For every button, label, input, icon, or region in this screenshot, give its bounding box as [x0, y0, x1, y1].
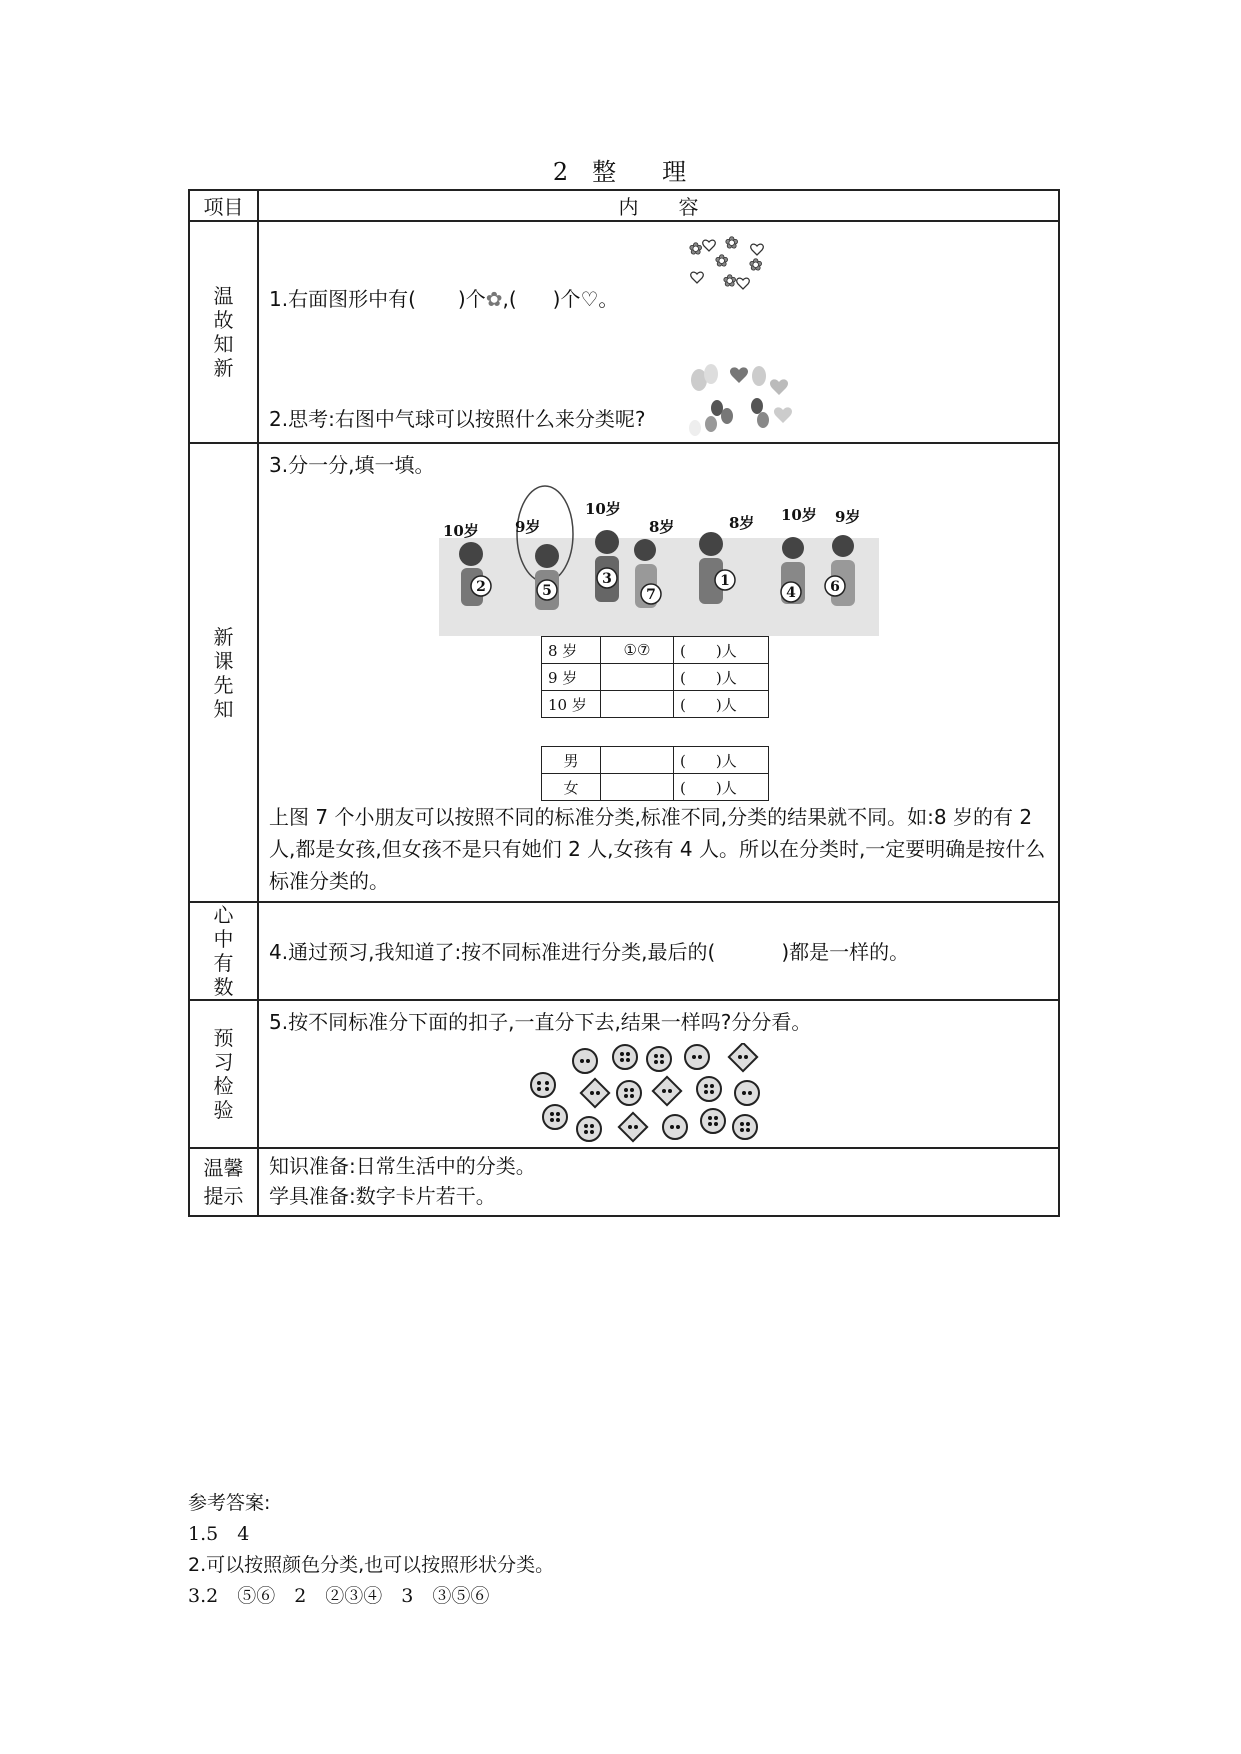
- svg-text:✿: ✿: [723, 271, 737, 290]
- row-check: [189, 1000, 1059, 1148]
- kid-age: 10岁: [443, 522, 479, 540]
- worksheet-table: [188, 189, 1060, 1217]
- svg-text:✿: ✿: [725, 234, 739, 252]
- kid-age: 10岁: [585, 500, 621, 518]
- page-title: [0, 152, 1241, 187]
- title-char-1: 整: [592, 158, 619, 186]
- answer-heading: 参考答案:: [188, 1492, 271, 1514]
- answer-key: [188, 1488, 554, 1612]
- question-1: 1.右面图形中有( )个✿,( )个♡。: [269, 287, 619, 311]
- tips-line-1: 知识准备:日常生活中的分类。: [269, 1154, 536, 1178]
- question-5: 5.按不同标准分下面的扣子,一直分下去,结果一样吗?分分看。: [269, 1010, 812, 1034]
- kids-figure: [439, 484, 879, 636]
- kid-number: 2: [476, 579, 486, 595]
- kid-age: 8岁: [649, 518, 675, 536]
- table-row: 8 岁 ①⑦ ( )人: [542, 637, 769, 664]
- question-3: 3.分一分,填一填。: [269, 453, 435, 477]
- row-review: [189, 221, 1059, 443]
- svg-text:✿: ✿: [689, 239, 703, 258]
- question-2: 2.思考:右图中气球可以按照什么来分类呢?: [269, 407, 646, 431]
- kid-age: 9岁: [515, 518, 541, 536]
- kid-number: 5: [542, 583, 552, 599]
- table-row: 男 ( )人: [542, 747, 769, 774]
- header-content: 内 容: [258, 190, 1059, 221]
- row-content-tips: [258, 1148, 1059, 1216]
- kid-age: 8岁: [729, 514, 755, 532]
- row-content-check: [258, 1000, 1059, 1148]
- row-content-heart: [258, 902, 1059, 1000]
- header-row: [189, 190, 1059, 221]
- buttons-figure: [529, 1043, 789, 1143]
- row-label-review: 温故知新: [189, 221, 258, 443]
- row-label-tips: 温馨提示: [189, 1148, 258, 1216]
- tips-line-2: 学具准备:数字卡片若干。: [269, 1184, 496, 1208]
- age-table: [541, 636, 769, 718]
- answer-1: 1.5 4: [188, 1523, 250, 1545]
- row-label-heart: 心中有数: [189, 902, 258, 1000]
- kid-number: 1: [720, 573, 730, 589]
- question-4: 4.通过预习,我知道了:按不同标准进行分类,最后的( )都是一样的。: [269, 940, 910, 964]
- flower-icon: ✿: [485, 287, 503, 311]
- row-label-preview: 新课先知: [189, 443, 258, 902]
- svg-text:✿: ✿: [715, 251, 729, 270]
- row-tips: [189, 1148, 1059, 1216]
- gender-table: [541, 746, 769, 801]
- row-label-check: 预习检验: [189, 1000, 258, 1148]
- svg-text:✿: ✿: [749, 255, 763, 274]
- title-char-2: 理: [662, 158, 689, 186]
- row-heart: [189, 902, 1059, 1000]
- table-row: 10 岁 ( )人: [542, 691, 769, 718]
- table-row: 9 岁 ( )人: [542, 664, 769, 691]
- kid-age: 10岁: [781, 506, 817, 524]
- kid-number: 3: [602, 571, 612, 587]
- kid-number: 6: [830, 579, 840, 595]
- explanation-paragraph: 上图 7 个小朋友可以按照不同的标准分类,标准不同,分类的结果就不同。如:8 岁的有 2 人,都是女孩,但女孩不是只有她们 2 人,女孩有 4 人。所以在分类时,一定要明确是按什么标准分类的。: [269, 805, 1046, 893]
- title-number: 2: [552, 158, 571, 186]
- header-item: 项目: [189, 190, 258, 221]
- heart-icon: ♡: [580, 287, 599, 311]
- kid-number: 7: [646, 587, 656, 603]
- answer-2: 2.可以按照颜色分类,也可以按照形状分类。: [188, 1554, 555, 1576]
- hearts-flowers-figure: [687, 234, 777, 296]
- kid-number: 4: [786, 585, 796, 601]
- balloons-figure: [687, 360, 797, 438]
- answer-3: 3.2 ⑤⑥ 2 ②③④ 3 ③⑤⑥: [188, 1585, 490, 1607]
- table-row: 女 ( )人: [542, 774, 769, 801]
- row-content-review: [258, 221, 1059, 443]
- row-content-preview: [258, 443, 1059, 902]
- row-preview: [189, 443, 1059, 902]
- kid-age: 9岁: [835, 508, 861, 526]
